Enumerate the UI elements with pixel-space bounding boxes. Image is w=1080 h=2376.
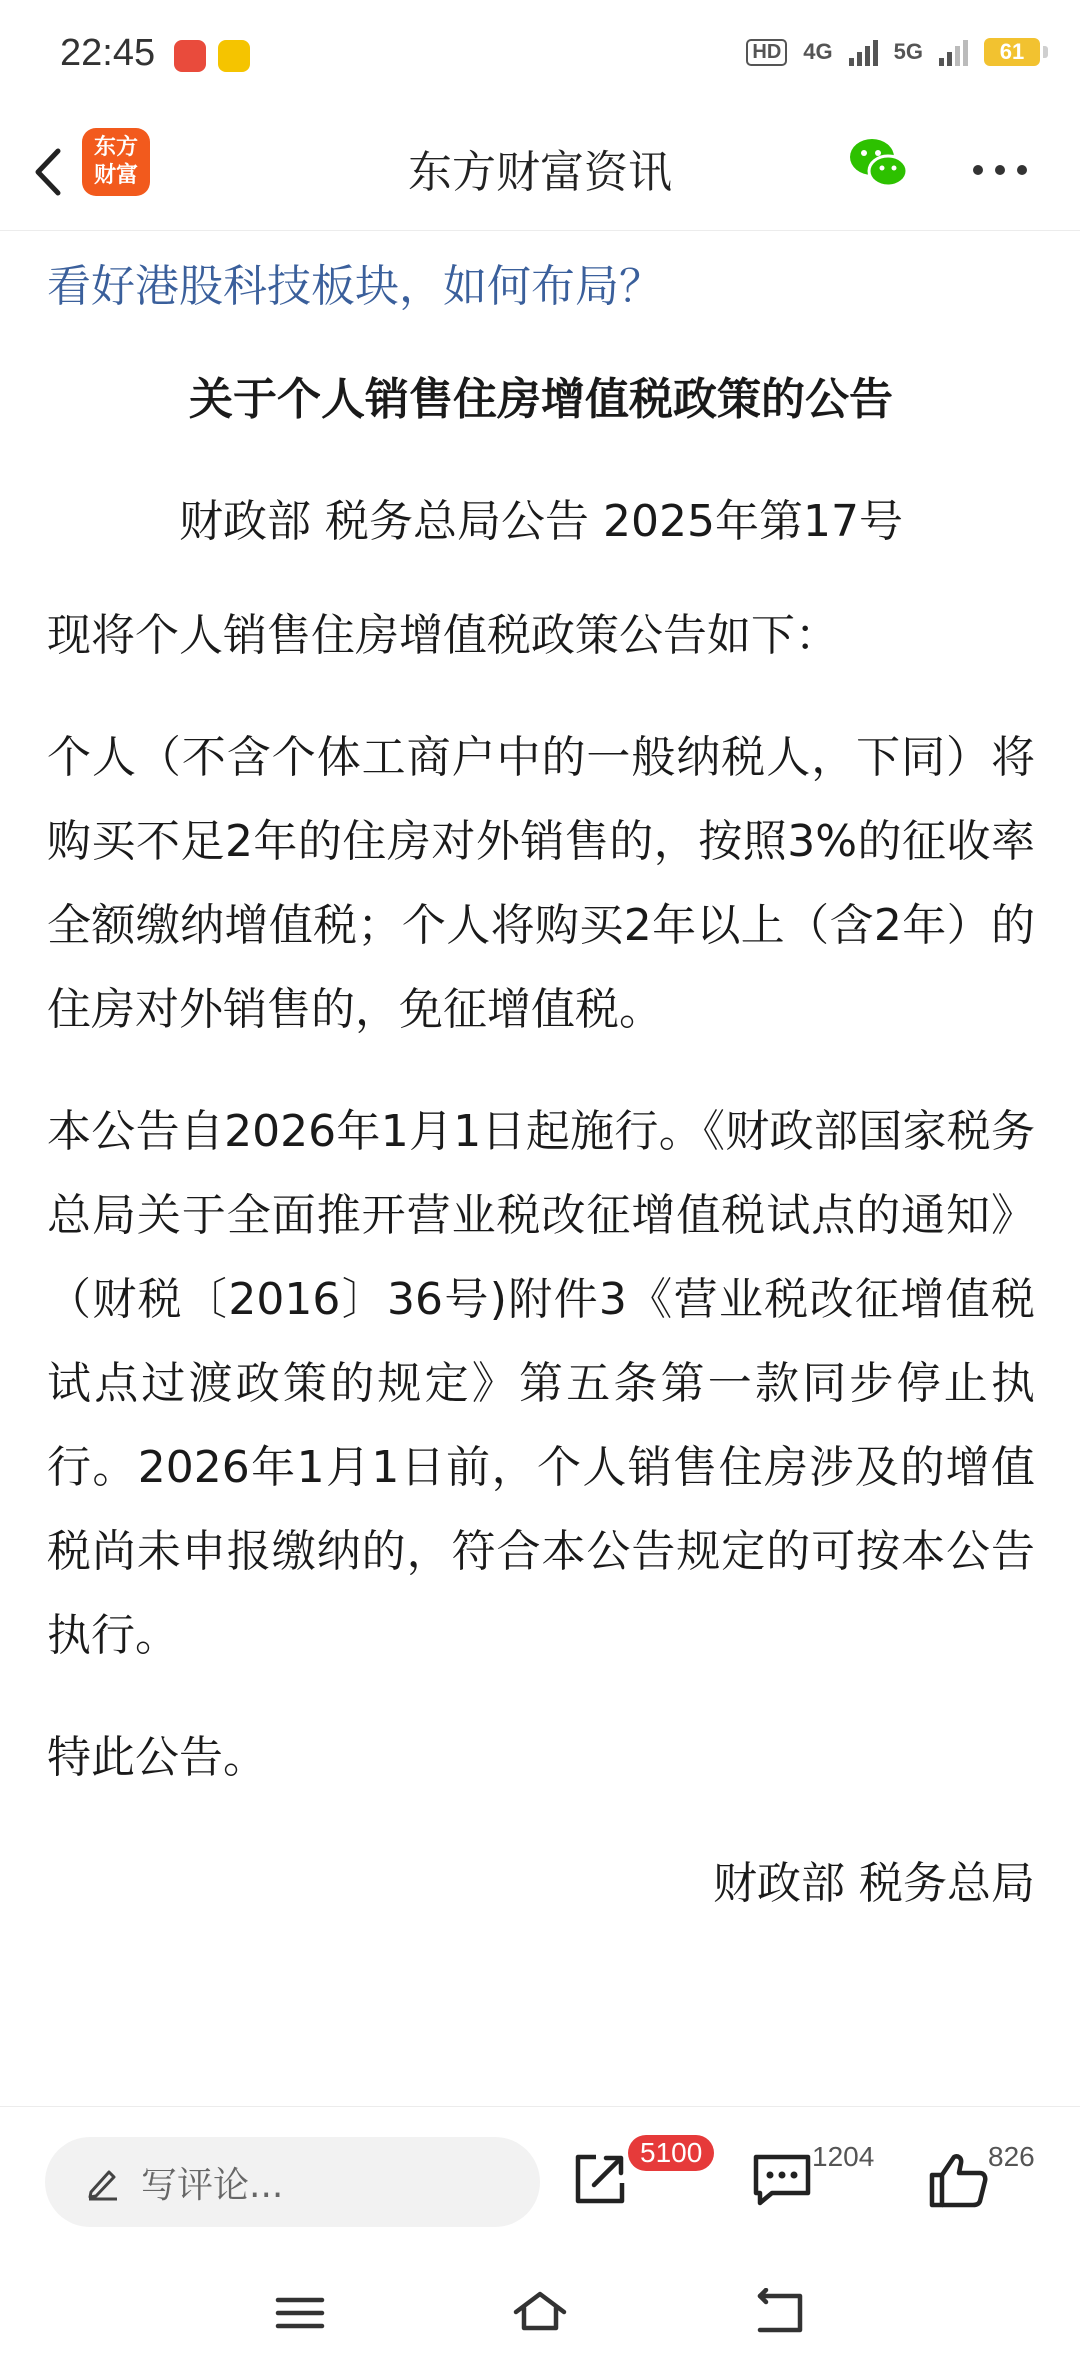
- comment-icon[interactable]: [750, 2151, 814, 2209]
- notification-app-icon: [174, 40, 206, 72]
- battery-icon: 61: [984, 38, 1040, 66]
- home-icon[interactable]: [512, 2288, 568, 2338]
- article-title: 关于个人销售住房增值税政策的公告: [189, 374, 893, 425]
- status-indicators: [746, 38, 1040, 66]
- article-paragraph: 本公告自2026年1月1日起施行。《财政部国家税务总局关于全面推开营业税改征增值税试点的通知》（财税〔2016〕36号)附件3《营业税改征增值税试点过渡政策的规定》第五条第一款同步停止执行。2026年1月1日前，个人销售住房涉及的增值税尚未申报缴纳的，符合本公告规定的可按本公告执行。: [47, 1106, 1035, 1661]
- comment-placeholder: 写评论...: [141, 2164, 284, 2206]
- share-count-badge: 5100: [628, 2135, 714, 2171]
- logo-text-1: 东方: [93, 135, 138, 160]
- article-signature: 财政部 税务总局: [713, 1858, 1035, 1909]
- more-options-icon[interactable]: [970, 155, 1030, 185]
- menu-icon[interactable]: [272, 2288, 328, 2338]
- share-icon[interactable]: [570, 2149, 630, 2209]
- thumbs-up-icon[interactable]: [928, 2151, 990, 2209]
- article-paragraph: 现将个人销售住房增值税政策公告如下：: [47, 610, 839, 661]
- promo-link[interactable]: 看好港股科技板块，如何布局？: [47, 261, 663, 312]
- article-body: [47, 232, 1035, 1926]
- comment-count: 1204: [812, 2141, 875, 2172]
- signal-icon: [849, 38, 878, 66]
- back-arrow-icon[interactable]: [30, 145, 70, 199]
- comment-input[interactable]: [45, 2137, 540, 2227]
- back-nav-icon[interactable]: [752, 2288, 808, 2338]
- article-paragraph: 个人（不含个体工商户中的一般纳税人，下同）将购买不足2年的住房对外销售的，按照3%的征收率全额缴纳增值税；个人将购买2年以上（含2年）的住房对外销售的，免征增值税。: [47, 732, 1035, 1035]
- status-bar: [0, 0, 1080, 115]
- article-paragraph: 特此公告。: [47, 1732, 267, 1783]
- wechat-share-icon[interactable]: [848, 135, 910, 193]
- app-header: [0, 115, 1080, 231]
- clock: 22:45: [60, 32, 156, 74]
- logo-text-2: 财富: [93, 163, 138, 188]
- network-5g-label: 5G: [893, 39, 923, 64]
- like-count: 826: [988, 2141, 1035, 2172]
- system-nav-bar: [0, 2252, 1080, 2376]
- pen-icon: [83, 2162, 123, 2202]
- notification-app-icon-2: [218, 40, 250, 72]
- article-subtitle: 财政部 税务总局公告 2025年第17号: [179, 496, 903, 547]
- signal-icon-2: [939, 38, 968, 66]
- hd-icon: HD: [746, 39, 787, 66]
- app-logo: [82, 128, 150, 196]
- page-title: 东方财富资讯: [408, 147, 672, 198]
- bottom-action-bar: [0, 2106, 1080, 2252]
- network-4g-label: 4G: [803, 39, 833, 64]
